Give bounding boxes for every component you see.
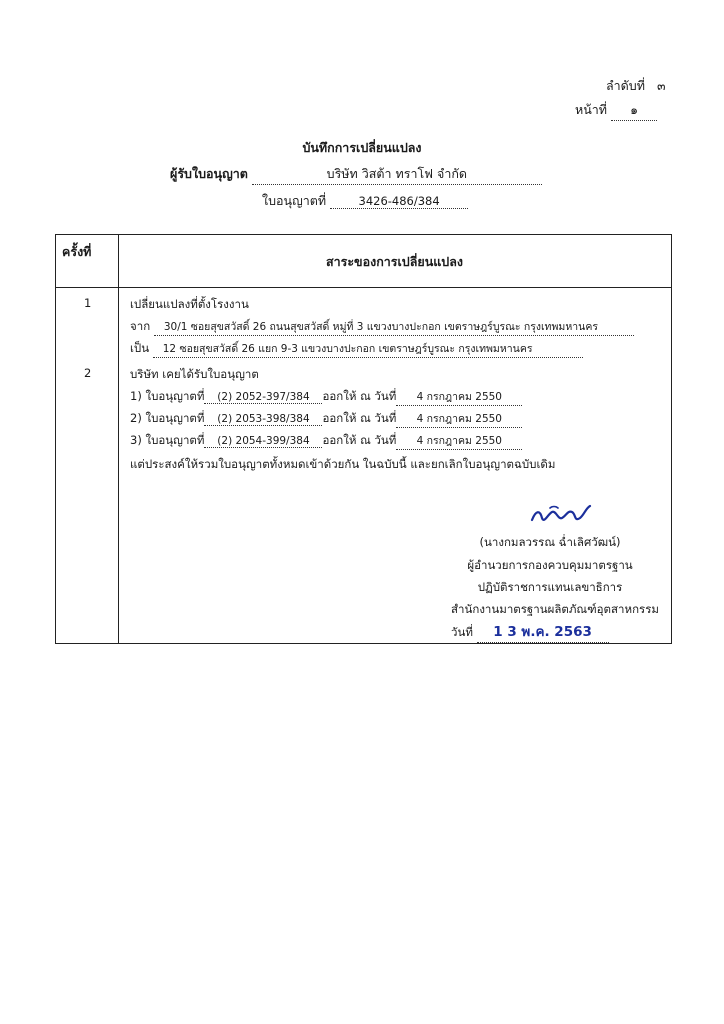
table-right-border bbox=[671, 234, 672, 644]
table-top-border bbox=[55, 234, 671, 235]
entry-2-note: แต่ประสงค์ให้รวมใบอนุญาตทั้งหมดเข้าด้วยกัน ในฉบับนี้ และยกเลิกใบอนุญาตฉบับเดิม bbox=[130, 457, 556, 471]
entry-1-number: 1 bbox=[84, 296, 92, 310]
license-item-date: 4 กรกฎาคม 2550 bbox=[396, 410, 522, 428]
signature-date-row bbox=[451, 620, 609, 643]
license-item-issued-label: ออกให้ ณ วันที่ bbox=[322, 433, 397, 447]
license-item-value: (2) 2052-397/384 bbox=[204, 391, 322, 404]
table-left-border bbox=[55, 234, 56, 644]
license-list-item bbox=[130, 410, 522, 428]
license-label: ใบอนุญาตที่ bbox=[262, 193, 327, 208]
table-bottom-border bbox=[55, 643, 671, 644]
entry-1-to-value: 12 ซอยสุขสวัสดิ์ 26 แยก 9-3 แขวงบางปะกอก เขตราษฎร์บูรณะ กรุงเทพมหานคร bbox=[153, 340, 583, 358]
signer-acting: ปฏิบัติราชการแทนเลขาธิการ bbox=[477, 580, 623, 594]
page-number bbox=[575, 100, 657, 121]
signature-mark bbox=[528, 498, 598, 530]
entry-2-number: 2 bbox=[84, 366, 92, 380]
page-label: หน้าที่ bbox=[575, 102, 608, 117]
license-list-item bbox=[130, 432, 522, 450]
page-value: ๑ bbox=[611, 100, 657, 121]
license-item-issued-label: ออกให้ ณ วันที่ bbox=[322, 411, 397, 425]
entry-1-to-row bbox=[130, 340, 583, 358]
licensee-value: บริษัท วิสต้า ทราโฟ จำกัด bbox=[252, 164, 542, 185]
licensee-row bbox=[170, 164, 542, 185]
order-label: ลำดับที่ bbox=[606, 78, 645, 93]
entry-1-from-label: จาก bbox=[130, 319, 151, 333]
license-value: 3426-486/384 bbox=[330, 194, 468, 209]
entry-1-to-label: เป็น bbox=[130, 341, 150, 355]
column-header-content: สาระของการเปลี่ยนแปลง bbox=[325, 254, 464, 269]
license-item-date: 4 กรกฎาคม 2550 bbox=[396, 388, 522, 406]
license-item-date: 4 กรกฎาคม 2550 bbox=[396, 432, 522, 450]
entry-1-heading: เปลี่ยนแปลงที่ตั้งโรงงาน bbox=[130, 297, 249, 311]
license-item-num: 3) bbox=[130, 433, 142, 447]
license-row bbox=[262, 191, 468, 211]
license-item-value: (2) 2054-399/384 bbox=[204, 435, 322, 448]
license-list-item bbox=[130, 388, 522, 406]
page-title: บันทึกการเปลี่ยนแปลง bbox=[302, 140, 422, 155]
license-item-label: ใบอนุญาตที่ bbox=[145, 389, 205, 403]
signer-office: สำนักงานมาตรฐานผลิตภัณฑ์อุตสาหกรรม bbox=[451, 602, 659, 616]
order-number bbox=[606, 76, 666, 96]
table-header-border bbox=[55, 287, 671, 288]
license-item-label: ใบอนุญาตที่ bbox=[145, 433, 205, 447]
table-column-divider bbox=[118, 234, 119, 644]
column-header-no: ครั้งที่ bbox=[62, 244, 92, 259]
order-value: ๓ bbox=[656, 78, 666, 93]
licensee-label: ผู้รับใบอนุญาต bbox=[170, 166, 248, 181]
entry-2-heading: บริษัท เคยได้รับใบอนุญาต bbox=[130, 367, 259, 381]
signer-name: (นางกมลวรรณ ฉ่ำเลิศวัฒน์) bbox=[479, 535, 621, 549]
signer-position: ผู้อำนวยการกองควบคุมมาตรฐาน bbox=[467, 558, 633, 572]
license-item-value: (2) 2053-398/384 bbox=[204, 413, 322, 426]
license-item-num: 2) bbox=[130, 411, 142, 425]
license-item-num: 1) bbox=[130, 389, 142, 403]
license-item-issued-label: ออกให้ ณ วันที่ bbox=[322, 389, 397, 403]
entry-1-from-row bbox=[130, 318, 634, 336]
entry-1-from-value: 30/1 ซอยสุขสวัสดิ์ 26 ถนนสุขสวัสดิ์ หมู่ที่ 3 แขวงบางปะกอก เขตราษฎร์บูรณะ กรุงเทพมหานคร bbox=[154, 318, 634, 336]
license-item-label: ใบอนุญาตที่ bbox=[145, 411, 205, 425]
signature-date-label: วันที่ bbox=[451, 625, 473, 639]
date-stamp: 1 3 พ.ค. 2563 bbox=[477, 620, 609, 643]
